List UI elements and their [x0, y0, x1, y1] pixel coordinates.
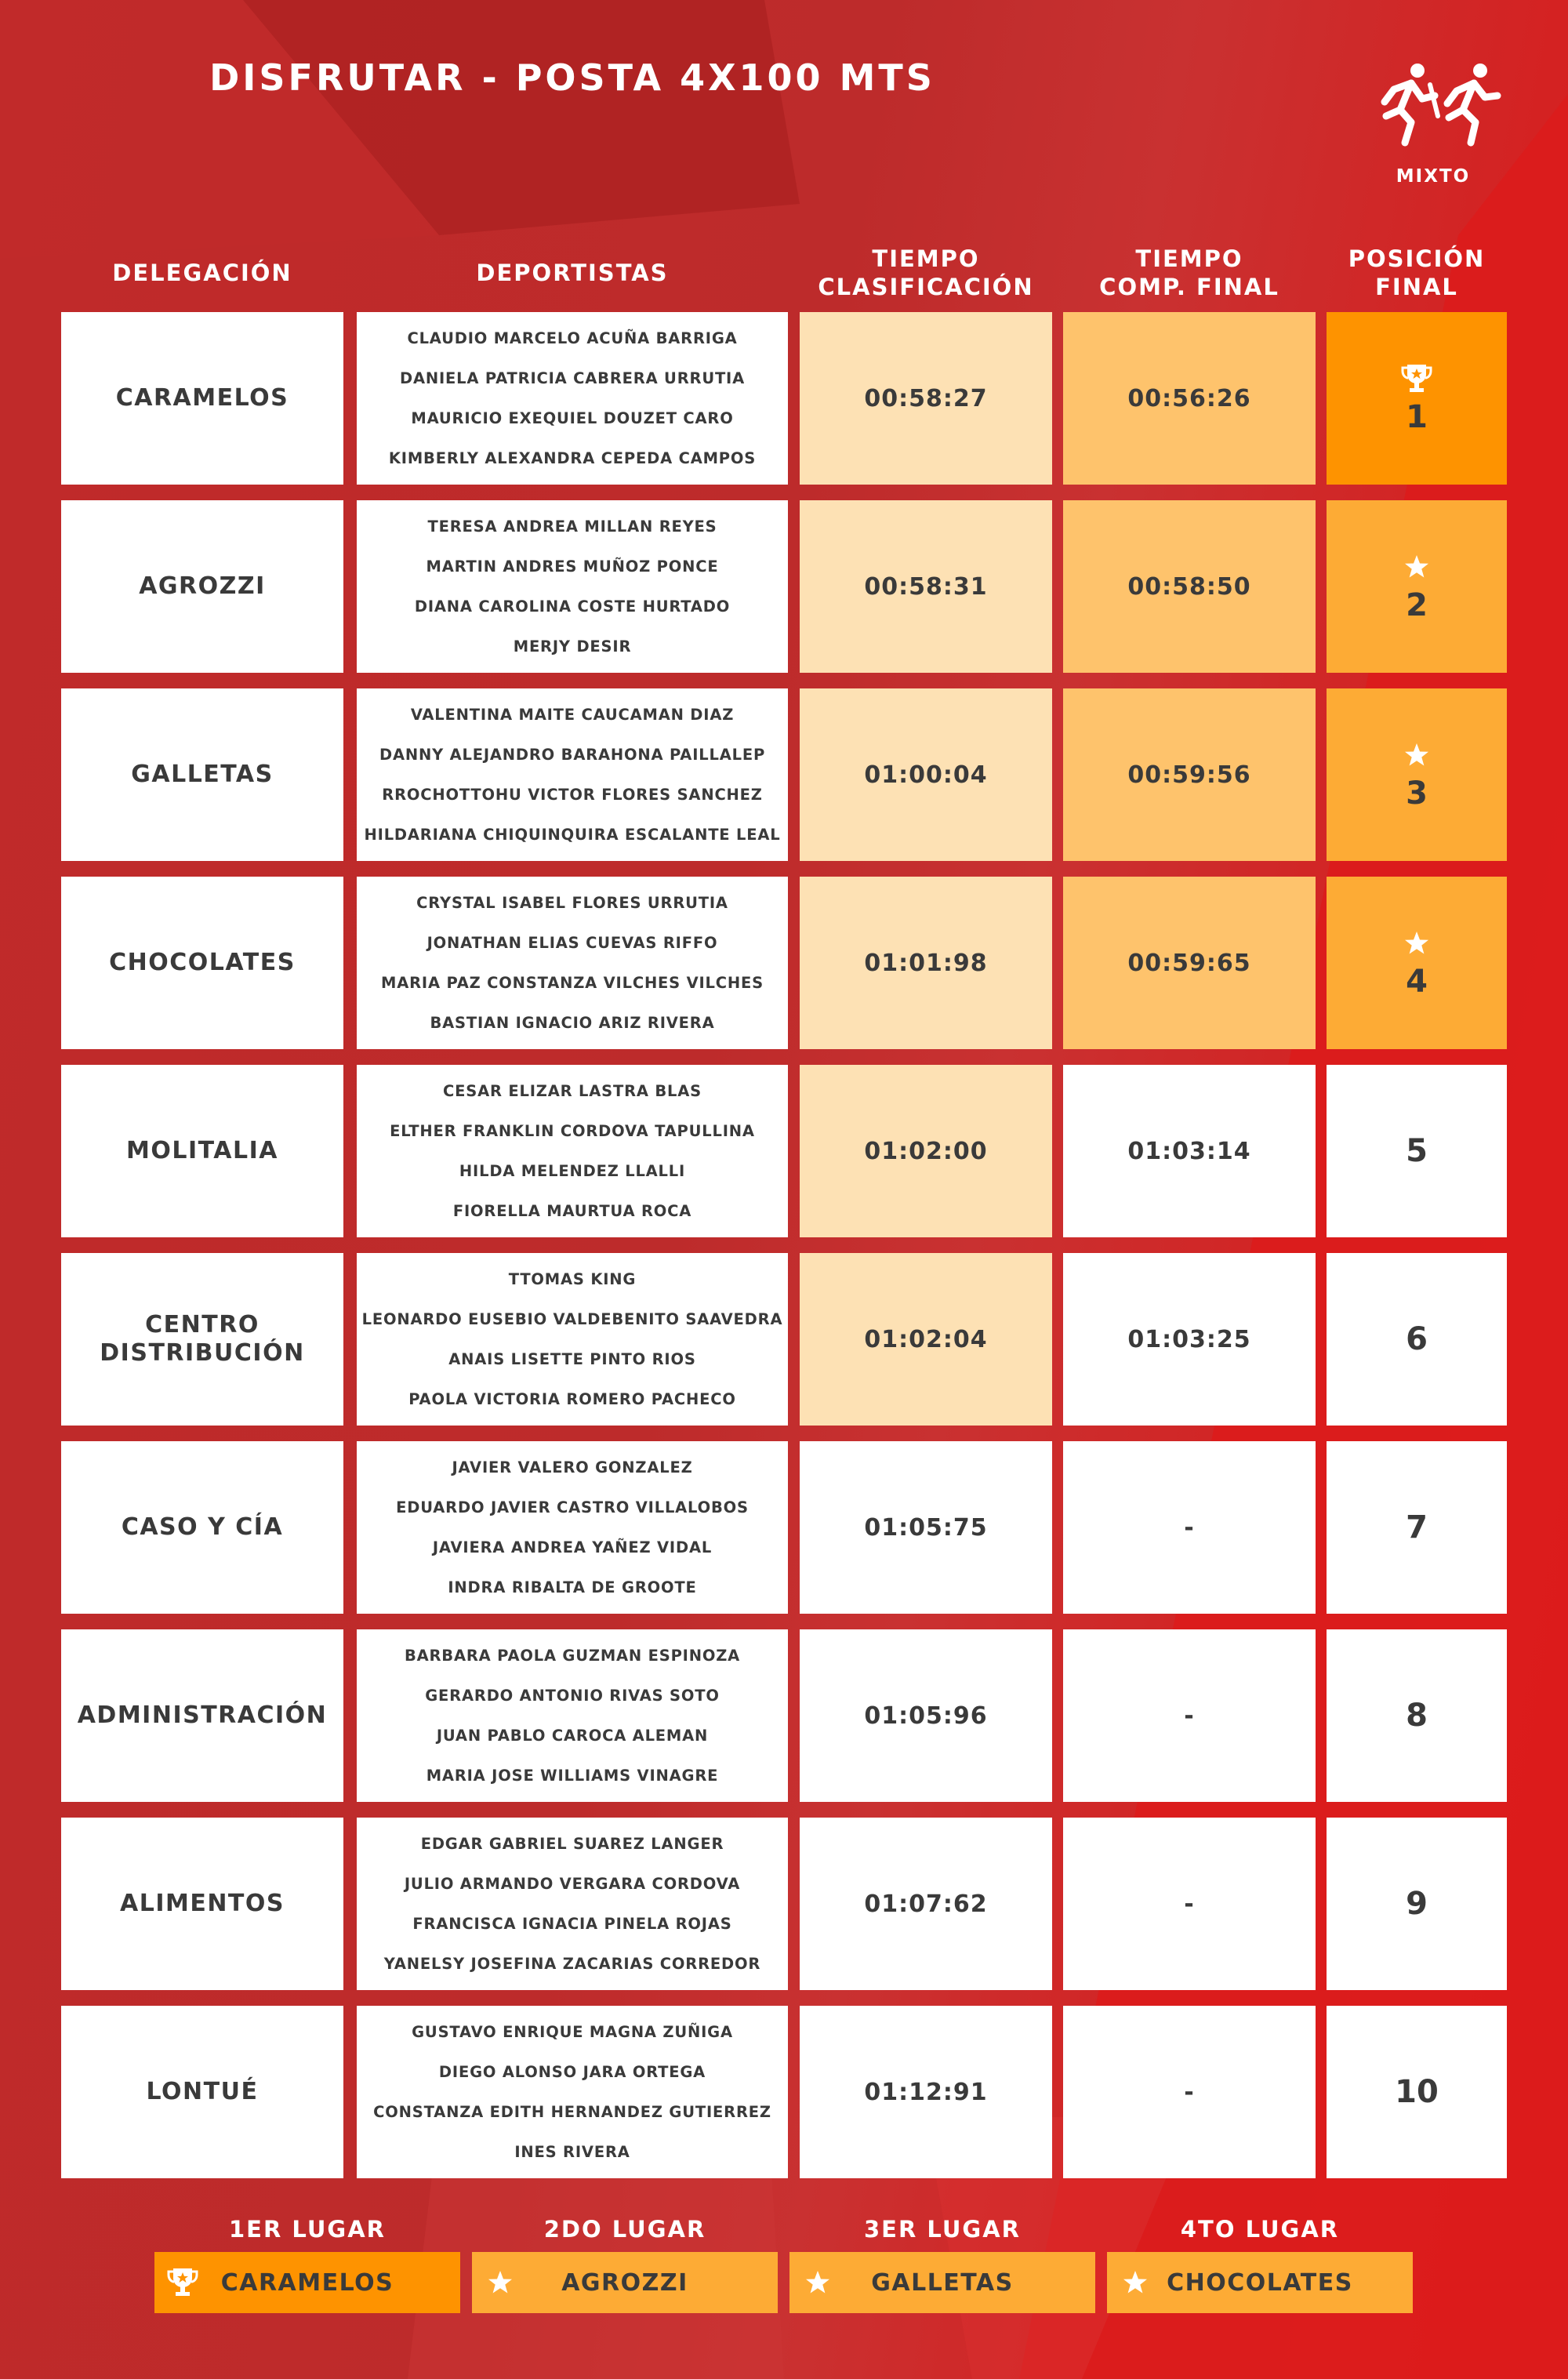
athlete-name: MARIA JOSE WILLIAMS VINAGRE: [426, 1767, 719, 1785]
page-title: DISFRUTAR - POSTA 4X100 MTS: [209, 56, 935, 99]
header-tiempo-clasificacion-line2: CLASIFICACIÓN: [818, 274, 1034, 300]
tiempo-final-cell: 00:56:26: [1063, 312, 1316, 485]
header-deportistas: DEPORTISTAS: [476, 260, 669, 286]
delegacion-cell: MOLITALIA: [61, 1065, 343, 1237]
tiempo-clasificacion-cell: 00:58:27: [800, 312, 1052, 485]
podium-team-name: GALLETAS: [871, 2268, 1014, 2297]
athlete-name: CESAR ELIZAR LASTRA BLAS: [443, 1082, 702, 1100]
posicion-value: 6: [1406, 1321, 1428, 1357]
header-tiempo-clasificacion-line1: TIEMPO: [872, 245, 980, 272]
deportistas-cell: [357, 688, 788, 861]
posicion-value: 1: [1406, 399, 1428, 435]
tiempo-final-cell: 00:58:50: [1063, 500, 1316, 673]
header-posicion-line1: POSICIÓN: [1348, 245, 1486, 272]
athlete-name: JUAN PABLO CAROCA ALEMAN: [436, 1727, 709, 1745]
tiempo-final-cell: -: [1063, 2006, 1316, 2178]
tiempo-clasificacion-cell: 01:00:04: [800, 688, 1052, 861]
posicion-cell: [1327, 1065, 1507, 1237]
posicion-value: 8: [1406, 1698, 1428, 1734]
athlete-name: TTOMAS KING: [508, 1270, 637, 1288]
tiempo-final-cell: -: [1063, 1818, 1316, 1990]
header-delegacion: DELEGACIÓN: [112, 260, 292, 286]
header-tiempo-final-line2: COMP. FINAL: [1099, 274, 1279, 300]
star-icon: [1118, 2265, 1152, 2300]
posicion-cell: [1327, 688, 1507, 861]
athlete-name: KIMBERLY ALEXANDRA CEPEDA CAMPOS: [388, 449, 757, 467]
athlete-name: INES RIVERA: [514, 2143, 630, 2161]
posicion-value: 10: [1395, 2074, 1439, 2110]
athlete-name: EDGAR GABRIEL SUAREZ LANGER: [420, 1835, 724, 1853]
athlete-name: ANAIS LISETTE PINTO RIOS: [448, 1350, 696, 1368]
posicion-cell: [1327, 500, 1507, 673]
athlete-name: JULIO ARMANDO VERGARA CORDOVA: [404, 1875, 741, 1893]
athlete-name: MAURICIO EXEQUIEL DOUZET CARO: [411, 409, 734, 427]
tiempo-clasificacion-cell: 01:02:00: [800, 1065, 1052, 1237]
podium-team-name: CARAMELOS: [220, 2268, 394, 2297]
posicion-value: 3: [1406, 775, 1428, 812]
athlete-name: MERJY DESIR: [513, 637, 632, 656]
deportistas-cell: [357, 1253, 788, 1426]
podium-label: 4TO LUGAR: [1180, 2216, 1340, 2243]
trophy-icon: [1399, 361, 1434, 396]
tiempo-clasificacion-cell: 01:02:04: [800, 1253, 1052, 1426]
delegacion-cell: ALIMENTOS: [61, 1818, 343, 1990]
posicion-value: 4: [1406, 964, 1428, 1000]
athlete-name: FRANCISCA IGNACIA PINELA ROJAS: [412, 1915, 732, 1933]
athlete-name: EDUARDO JAVIER CASTRO VILLALOBOS: [396, 1498, 749, 1516]
athlete-name: VALENTINA MAITE CAUCAMAN DIAZ: [410, 706, 735, 724]
athlete-name: DANIELA PATRICIA CABRERA URRUTIA: [399, 369, 746, 387]
posicion-cell: [1327, 1441, 1507, 1614]
posicion-cell: [1327, 2006, 1507, 2178]
deportistas-cell: [357, 2006, 788, 2178]
trophy-icon: [165, 2265, 200, 2300]
athlete-name: HILDA MELENDEZ LLALLI: [459, 1162, 686, 1180]
athlete-name: LEONARDO EUSEBIO VALDEBENITO SAAVEDRA: [361, 1310, 783, 1328]
star-icon: [800, 2265, 835, 2300]
posicion-value: 2: [1406, 587, 1428, 623]
athlete-name: JAVIER VALERO GONZALEZ: [452, 1458, 693, 1476]
tiempo-clasificacion-cell: 01:12:91: [800, 2006, 1052, 2178]
tiempo-clasificacion-cell: 00:58:31: [800, 500, 1052, 673]
podium-label: 3ER LUGAR: [864, 2216, 1021, 2243]
star-icon: [1403, 550, 1430, 584]
athlete-name: PAOLA VICTORIA ROMERO PACHECO: [408, 1390, 736, 1408]
athlete-name: INDRA RIBALTA DE GROOTE: [448, 1578, 697, 1596]
podium-entry: [1107, 2252, 1413, 2313]
delegacion-cell: ADMINISTRACIÓN: [61, 1629, 343, 1802]
posicion-cell: [1327, 877, 1507, 1049]
tiempo-final-cell: 00:59:56: [1063, 688, 1316, 861]
header-posicion: [1327, 245, 1507, 301]
deportistas-cell: [357, 1629, 788, 1802]
delegacion-cell: AGROZZI: [61, 500, 343, 673]
tiempo-final-cell: -: [1063, 1629, 1316, 1802]
tiempo-final-cell: 00:59:65: [1063, 877, 1316, 1049]
athlete-name: RROCHOTTOHU VICTOR FLORES SANCHEZ: [382, 786, 763, 804]
deportistas-cell: [357, 500, 788, 673]
delegacion-cell: CARAMELOS: [61, 312, 343, 485]
athlete-name: MARIA PAZ CONSTANZA VILCHES VILCHES: [381, 974, 764, 992]
athlete-name: CONSTANZA EDITH HERNANDEZ GUTIERREZ: [373, 2103, 771, 2121]
deportistas-cell: [357, 1065, 788, 1237]
athlete-name: GERARDO ANTONIO RIVAS SOTO: [425, 1687, 720, 1705]
podium-entry: [472, 2252, 778, 2313]
athlete-name: BASTIAN IGNACIO ARIZ RIVERA: [430, 1014, 715, 1032]
podium-label: 1ER LUGAR: [229, 2216, 386, 2243]
athlete-name: DIEGO ALONSO JARA ORTEGA: [438, 2063, 706, 2081]
podium-entry: [154, 2252, 460, 2313]
star-icon: [1403, 738, 1430, 772]
tiempo-final-cell: 01:03:25: [1063, 1253, 1316, 1426]
delegacion-cell: CENTRO DISTRIBUCIÓN: [61, 1253, 343, 1426]
posicion-cell: [1327, 1253, 1507, 1426]
header-tiempo-final: [1063, 245, 1316, 301]
athlete-name: GUSTAVO ENRIQUE MAGNA ZUÑIGA: [412, 2023, 733, 2041]
deportistas-cell: [357, 877, 788, 1049]
athlete-name: CLAUDIO MARCELO ACUÑA BARRIGA: [407, 329, 738, 347]
athlete-name: TERESA ANDREA MILLAN REYES: [427, 518, 717, 536]
athlete-name: ELTHER FRANKLIN CORDOVA TAPULLINA: [390, 1122, 755, 1140]
header-tiempo-final-line1: TIEMPO: [1135, 245, 1243, 272]
posicion-value: 9: [1406, 1886, 1428, 1922]
athlete-name: HILDARIANA CHIQUINQUIRA ESCALANTE LEAL: [364, 826, 781, 844]
delegacion-cell: CASO Y CÍA: [61, 1441, 343, 1614]
athlete-name: JONATHAN ELIAS CUEVAS RIFFO: [426, 934, 718, 952]
tiempo-clasificacion-cell: 01:01:98: [800, 877, 1052, 1049]
athlete-name: DIANA CAROLINA COSTE HURTADO: [414, 597, 731, 616]
star-icon: [483, 2265, 517, 2300]
posicion-cell: [1327, 312, 1507, 485]
tiempo-clasificacion-cell: 01:07:62: [800, 1818, 1052, 1990]
delegacion-cell: LONTUÉ: [61, 2006, 343, 2178]
athlete-name: CRYSTAL ISABEL FLORES URRUTIA: [416, 894, 728, 912]
athlete-name: BARBARA PAOLA GUZMAN ESPINOZA: [404, 1647, 741, 1665]
athlete-name: DANNY ALEJANDRO BARAHONA PAILLALEP: [379, 746, 766, 764]
header-posicion-line2: FINAL: [1375, 274, 1458, 300]
delegacion-cell: CHOCOLATES: [61, 877, 343, 1049]
tiempo-clasificacion-cell: 01:05:96: [800, 1629, 1052, 1802]
posicion-value: 7: [1406, 1509, 1428, 1545]
posicion-cell: [1327, 1818, 1507, 1990]
relay-runners-icon: [1363, 61, 1504, 147]
category-label: MIXTO: [1396, 166, 1471, 187]
athlete-name: YANELSY JOSEFINA ZACARIAS CORREDOR: [383, 1955, 761, 1973]
posicion-value: 5: [1406, 1133, 1428, 1169]
athlete-name: JAVIERA ANDREA YAÑEZ VIDAL: [432, 1538, 713, 1556]
star-icon: [1403, 926, 1430, 961]
deportistas-cell: [357, 1818, 788, 1990]
athlete-name: MARTIN ANDRES MUÑOZ PONCE: [426, 558, 719, 576]
deportistas-cell: [357, 312, 788, 485]
tiempo-final-cell: -: [1063, 1441, 1316, 1614]
delegacion-cell: GALLETAS: [61, 688, 343, 861]
deportistas-cell: [357, 1441, 788, 1614]
tiempo-clasificacion-cell: 01:05:75: [800, 1441, 1052, 1614]
header-tiempo-clasificacion: [800, 245, 1052, 301]
athlete-name: FIORELLA MAURTUA ROCA: [452, 1202, 692, 1220]
podium-label: 2DO LUGAR: [543, 2216, 706, 2243]
podium-team-name: AGROZZI: [561, 2268, 688, 2297]
posicion-cell: [1327, 1629, 1507, 1802]
podium-team-name: CHOCOLATES: [1167, 2268, 1353, 2297]
tiempo-final-cell: 01:03:14: [1063, 1065, 1316, 1237]
podium-entry: [789, 2252, 1095, 2313]
